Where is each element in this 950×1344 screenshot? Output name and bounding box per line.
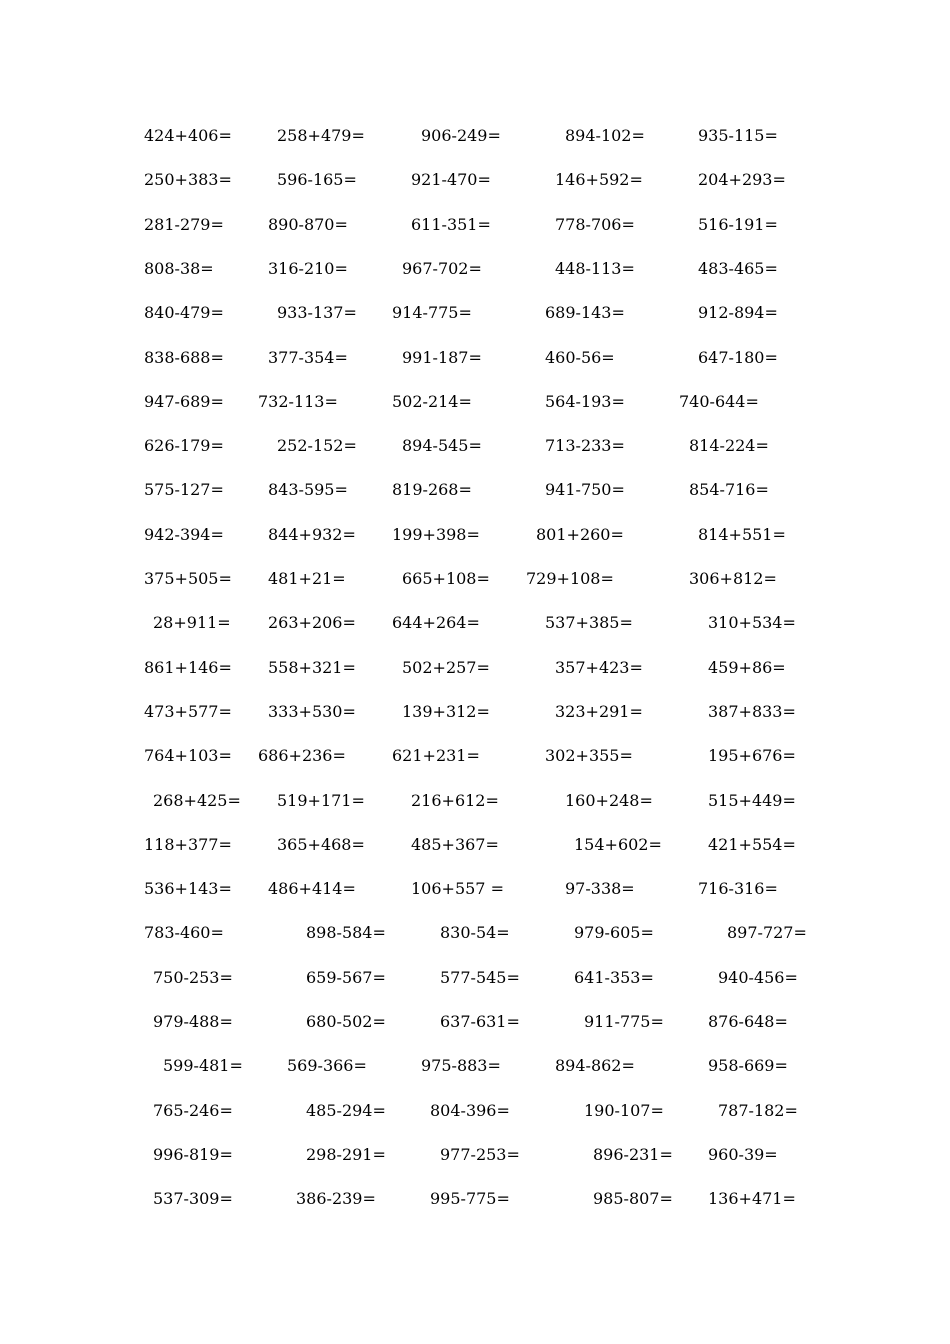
arithmetic-problem: 979-488= [153, 1012, 233, 1031]
arithmetic-problem: 764+103= [144, 746, 232, 765]
arithmetic-problem: 765-246= [153, 1101, 233, 1120]
arithmetic-problem: 935-115= [698, 126, 778, 145]
arithmetic-problem: 942-394= [144, 525, 224, 544]
arithmetic-problem: 575-127= [144, 480, 224, 499]
arithmetic-problem: 890-870= [268, 215, 348, 234]
arithmetic-problem: 804-396= [430, 1101, 510, 1120]
arithmetic-problem: 840-479= [144, 303, 224, 322]
arithmetic-problem: 281-279= [144, 215, 224, 234]
arithmetic-problem: 118+377= [144, 835, 232, 854]
arithmetic-problem: 28+911= [153, 613, 231, 632]
arithmetic-problem: 460-56= [545, 348, 615, 367]
arithmetic-problem: 941-750= [545, 480, 625, 499]
arithmetic-problem: 252-152= [277, 436, 357, 455]
arithmetic-problem: 716-316= [698, 879, 778, 898]
arithmetic-problem: 97-338= [565, 879, 635, 898]
arithmetic-problem: 947-689= [144, 392, 224, 411]
arithmetic-problem: 644+264= [392, 613, 480, 632]
arithmetic-problem: 960-39= [708, 1145, 778, 1164]
arithmetic-problem: 516-191= [698, 215, 778, 234]
arithmetic-problem: 316-210= [268, 259, 348, 278]
arithmetic-problem: 537-309= [153, 1189, 233, 1208]
arithmetic-problem: 713-233= [545, 436, 625, 455]
arithmetic-problem: 977-253= [440, 1145, 520, 1164]
arithmetic-problem: 894-545= [402, 436, 482, 455]
arithmetic-problem: 665+108= [402, 569, 490, 588]
arithmetic-problem: 844+932= [268, 525, 356, 544]
arithmetic-problem: 333+530= [268, 702, 356, 721]
arithmetic-problem: 985-807= [593, 1189, 673, 1208]
arithmetic-problem: 783-460= [144, 923, 224, 942]
arithmetic-problem: 199+398= [392, 525, 480, 544]
arithmetic-problem: 689-143= [545, 303, 625, 322]
arithmetic-problem: 801+260= [536, 525, 624, 544]
arithmetic-problem: 190-107= [584, 1101, 664, 1120]
arithmetic-problem: 154+602= [574, 835, 662, 854]
arithmetic-problem: 921-470= [411, 170, 491, 189]
arithmetic-problem: 310+534= [708, 613, 796, 632]
arithmetic-problem: 486+414= [268, 879, 356, 898]
arithmetic-problem: 896-231= [593, 1145, 673, 1164]
arithmetic-problem: 861+146= [144, 658, 232, 677]
arithmetic-problem: 485-294= [306, 1101, 386, 1120]
arithmetic-problem: 298-291= [306, 1145, 386, 1164]
arithmetic-problem: 536+143= [144, 879, 232, 898]
arithmetic-problem: 647-180= [698, 348, 778, 367]
arithmetic-problem: 750-253= [153, 968, 233, 987]
arithmetic-problem: 659-567= [306, 968, 386, 987]
arithmetic-problem: 637-631= [440, 1012, 520, 1031]
arithmetic-problem: 258+479= [277, 126, 365, 145]
arithmetic-problem: 537+385= [545, 613, 633, 632]
arithmetic-problem: 250+383= [144, 170, 232, 189]
arithmetic-problem: 876-648= [708, 1012, 788, 1031]
arithmetic-problem: 599-481= [163, 1056, 243, 1075]
arithmetic-problem: 473+577= [144, 702, 232, 721]
arithmetic-problem: 306+812= [689, 569, 777, 588]
arithmetic-problem: 808-38= [144, 259, 214, 278]
arithmetic-problem: 641-353= [574, 968, 654, 987]
arithmetic-problem: 216+612= [411, 791, 499, 810]
arithmetic-problem: 146+592= [555, 170, 643, 189]
arithmetic-problem: 814+551= [698, 525, 786, 544]
arithmetic-problem: 897-727= [727, 923, 807, 942]
arithmetic-problem: 569-366= [287, 1056, 367, 1075]
arithmetic-problem: 975-883= [421, 1056, 501, 1075]
arithmetic-problem: 136+471= [708, 1189, 796, 1208]
arithmetic-problem: 195+676= [708, 746, 796, 765]
arithmetic-problem: 991-187= [402, 348, 482, 367]
arithmetic-problem: 302+355= [545, 746, 633, 765]
arithmetic-problem: 564-193= [545, 392, 625, 411]
arithmetic-problem: 894-102= [565, 126, 645, 145]
arithmetic-problem: 519+171= [277, 791, 365, 810]
arithmetic-problem: 732-113= [258, 392, 338, 411]
arithmetic-problem: 995-775= [430, 1189, 510, 1208]
arithmetic-problem: 577-545= [440, 968, 520, 987]
arithmetic-problem: 357+423= [555, 658, 643, 677]
arithmetic-problem: 996-819= [153, 1145, 233, 1164]
arithmetic-problem: 894-862= [555, 1056, 635, 1075]
arithmetic-problem: 680-502= [306, 1012, 386, 1031]
arithmetic-problem: 898-584= [306, 923, 386, 942]
arithmetic-problem: 787-182= [718, 1101, 798, 1120]
arithmetic-problem: 967-702= [402, 259, 482, 278]
arithmetic-problem: 906-249= [421, 126, 501, 145]
arithmetic-problem: 819-268= [392, 480, 472, 499]
arithmetic-problem: 424+406= [144, 126, 232, 145]
arithmetic-problem: 558+321= [268, 658, 356, 677]
arithmetic-problem: 421+554= [708, 835, 796, 854]
arithmetic-problem: 502-214= [392, 392, 472, 411]
arithmetic-problem: 323+291= [555, 702, 643, 721]
arithmetic-problem: 843-595= [268, 480, 348, 499]
arithmetic-problem: 502+257= [402, 658, 490, 677]
arithmetic-problem: 106+557 = [411, 879, 504, 898]
arithmetic-problem: 838-688= [144, 348, 224, 367]
arithmetic-problem: 459+86= [708, 658, 786, 677]
arithmetic-problem: 911-775= [584, 1012, 664, 1031]
arithmetic-problem: 268+425= [153, 791, 241, 810]
arithmetic-problem: 485+367= [411, 835, 499, 854]
arithmetic-problem: 481+21= [268, 569, 346, 588]
arithmetic-problem: 940-456= [718, 968, 798, 987]
arithmetic-problem: 448-113= [555, 259, 635, 278]
arithmetic-problem: 740-644= [679, 392, 759, 411]
arithmetic-problem: 814-224= [689, 436, 769, 455]
arithmetic-problem: 778-706= [555, 215, 635, 234]
arithmetic-problem: 686+236= [258, 746, 346, 765]
arithmetic-problem: 729+108= [526, 569, 614, 588]
arithmetic-problem: 365+468= [277, 835, 365, 854]
arithmetic-problem: 515+449= [708, 791, 796, 810]
arithmetic-problem: 139+312= [402, 702, 490, 721]
arithmetic-problem: 830-54= [440, 923, 510, 942]
arithmetic-problem: 626-179= [144, 436, 224, 455]
arithmetic-problem: 912-894= [698, 303, 778, 322]
arithmetic-problem: 377-354= [268, 348, 348, 367]
arithmetic-problem: 621+231= [392, 746, 480, 765]
arithmetic-problem: 204+293= [698, 170, 786, 189]
arithmetic-problem: 596-165= [277, 170, 357, 189]
arithmetic-problem: 933-137= [277, 303, 357, 322]
arithmetic-problem: 160+248= [565, 791, 653, 810]
arithmetic-problem: 854-716= [689, 480, 769, 499]
arithmetic-problem: 979-605= [574, 923, 654, 942]
arithmetic-problem: 386-239= [296, 1189, 376, 1208]
arithmetic-problem: 958-669= [708, 1056, 788, 1075]
arithmetic-problem: 914-775= [392, 303, 472, 322]
arithmetic-problem: 483-465= [698, 259, 778, 278]
arithmetic-problem: 387+833= [708, 702, 796, 721]
arithmetic-problem: 263+206= [268, 613, 356, 632]
arithmetic-problem: 611-351= [411, 215, 491, 234]
arithmetic-problem: 375+505= [144, 569, 232, 588]
